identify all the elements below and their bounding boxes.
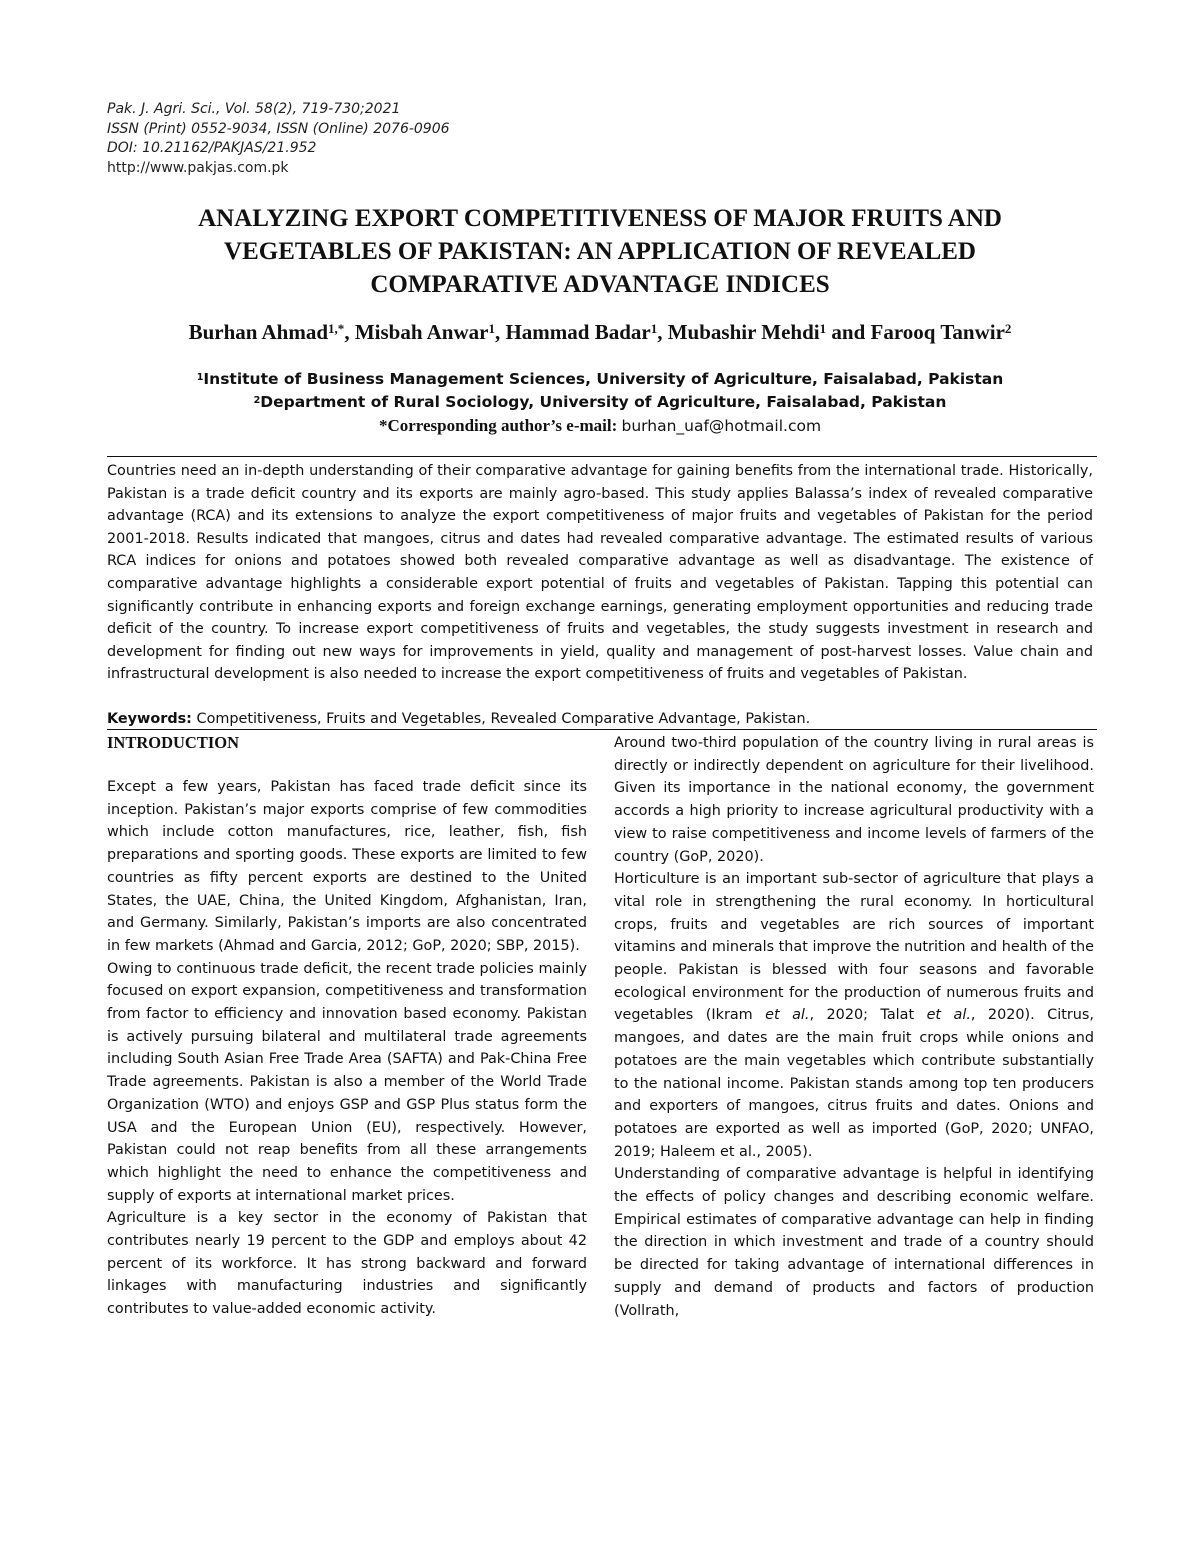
affiliation-superscript: 1 xyxy=(196,371,204,383)
title-line-1: ANALYZING EXPORT COMPETITIVENESS OF MAJOR FRUITS AND xyxy=(198,205,1002,232)
abstract-bottom-rule xyxy=(107,729,1097,730)
paragraph-text: , 2020). Citrus, mangoes, and dates are the main fruit crops while onions and potatoes are the main vegetables which contribute substantially to the national income. Pakistan stands among top ten producers and exporters of mangoes, citrus fruits and dates. Onions and potatoes are exported as well as imported (GoP, 2020; UNFAO, 2019; Haleem et al., 2005). xyxy=(614,1007,1094,1160)
doi-line: DOI: 10.21162/PAKJAS/21.952 xyxy=(107,140,317,156)
citation-et-al: et al. xyxy=(765,1007,810,1024)
author-separator: , xyxy=(344,320,355,344)
author-superscript: 1,* xyxy=(328,321,345,337)
journal-citation: Pak. J. Agri. Sci., Vol. 58(2), 719-730;2021 xyxy=(107,101,401,117)
right-column xyxy=(614,732,1094,1322)
corresponding-label: *Corresponding author’s e-mail: xyxy=(378,416,622,435)
journal-url-link[interactable]: http://www.pakjas.com.pk xyxy=(107,159,289,176)
citation-et-al: et al. xyxy=(926,1007,971,1024)
keywords-line xyxy=(107,708,1093,730)
affiliations xyxy=(100,368,1100,438)
body-paragraph: Around two-third population of the country living in rural areas is directly or indirectly dependent on agriculture for their livelihood. Given its importance in the national economy, the government accords a high priority to increase agricultural productivity with a view to raise competitiveness and income levels of farmers of the country (GoP, 2020). xyxy=(614,735,1094,865)
affiliation-text: Department of Rural Sociology, University of Agriculture, Faisalabad, Pakistan xyxy=(260,393,947,411)
body-paragraph: Except a few years, Pakistan has faced trade deficit since its inception. Pakistan’s major exports comprise of few commodities which include cotton manufactures, rice, leather, fish, fish preparations and sporting goods. These exports are limited to few countries as fifty percent exports are destined to the United States, the UAE, China, the United Kingdom, Afghanistan, Iran, and Germany. Similarly, Pakistan’s imports are also concentrated in few markets (Ahmad and Garcia, 2012; GoP, 2020; SBP, 2015). xyxy=(107,779,587,954)
issn-line: ISSN (Print) 0552-9034, ISSN (Online) 2076-0906 xyxy=(107,120,450,137)
paragraph-text: , 2020; Talat xyxy=(809,1007,927,1024)
section-heading-introduction: INTRODUCTION xyxy=(107,733,240,752)
abstract-top-rule xyxy=(107,456,1097,457)
author-separator: and xyxy=(826,320,871,344)
paper-title xyxy=(100,202,1100,301)
author-name: Mubashir Mehdi xyxy=(667,320,820,344)
left-column xyxy=(107,732,587,1321)
author-name: Misbah Anwar xyxy=(354,320,489,344)
author-separator: , xyxy=(657,320,668,344)
corresponding-author xyxy=(100,414,1100,438)
author-superscript: 1 xyxy=(819,321,827,337)
author-name: Hammad Badar xyxy=(505,320,651,344)
author-name: Farooq Tanwir xyxy=(870,320,1005,344)
author-superscript: 1 xyxy=(650,321,658,337)
author-list xyxy=(100,318,1100,346)
abstract-text: Countries need an in-depth understanding of their comparative advantage for gaining benefits from the international trade. Historically, Pakistan is a trade deficit country and its exports are mainly agro-based. This study applies Balassa’s index of revealed comparative advantage (RCA) and its extensions to analyze the export competitiveness of major fruits and vegetables of Pakistan for the period 2001-2018. Results indicated that mangoes, citrus and dates had revealed comparative advantage. The estimated results of various RCA indices for onions and potatoes showed both revealed comparative advantage as well as disadvantage. The existence of comparative advantage highlights a considerable export potential of fruits and vegetables of Pakistan. Tapping this potential can significantly contribute in enhancing exports and foreign exchange earnings, generating employment opportunities and reducing trade deficit of the country. To increase export competitiveness of fruits and vegetables, the study suggests investment in research and development for finding out new ways for improvements in yield, quality and management of post-harvest losses. Value chain and infrastructural development is also needed to increase the export competitiveness of fruits and vegetables of Pakistan. xyxy=(107,463,1093,683)
author-superscript: 1 xyxy=(488,321,495,337)
body-paragraph: Agriculture is a key sector in the economy of Pakistan that contributes nearly 19 percent to the GDP and employs about 42 percent of its workforce. It has strong backward and forward linkages with manufacturing industries and significantly contributes to value-added economic activity. xyxy=(107,1210,587,1318)
title-line-2: VEGETABLES OF PAKISTAN: AN APPLICATION OF REVEALED xyxy=(224,238,976,265)
author-separator: , xyxy=(494,320,506,344)
author-superscript: 2 xyxy=(1004,321,1012,337)
body-paragraph xyxy=(614,868,1094,1163)
paragraph-text: Horticulture is an important sub-sector of agriculture that plays a vital role in strengthening the rural economy. In horticultural crops, fruits and vegetables are rich sources of important vitamins and minerals that improve the nutrition and health of the people. Pakistan is blessed with four seasons and favorable ecological environment for the production of numerous fruits and vegetables (Ikram xyxy=(614,871,1094,1024)
affiliation-superscript: 2 xyxy=(253,394,261,406)
keywords-label: Keywords: xyxy=(107,711,192,727)
affiliation-1 xyxy=(100,368,1100,391)
body-paragraph: Understanding of comparative advantage is helpful in identifying the effects of policy changes and describing economic welfare. Empirical estimates of comparative advantage can help in finding the direction in which investment and trade of a country should be directed for taking advantage of international differences in supply and demand of products and factors of production (Vollrath, xyxy=(614,1166,1094,1319)
journal-header xyxy=(107,100,450,178)
corresponding-email-link[interactable]: burhan_uaf@hotmail.com xyxy=(621,417,822,435)
keywords-text: Competitiveness, Fruits and Vegetables, Revealed Comparative Advantage, Pakistan. xyxy=(191,711,811,727)
affiliation-text: Institute of Business Management Sciences, University of Agriculture, Faisalabad, Pakistan xyxy=(203,370,1004,388)
body-paragraph: Owing to continuous trade deficit, the recent trade policies mainly focused on export expansion, competitiveness and transformation from factor to efficiency and innovation based economy. Pakistan is actively pursuing bilateral and multilateral trade agreements including South Asian Free Trade Area (SAFTA) and Pak-China Free Trade agreements. Pakistan is also a member of the World Trade Organization (WTO) and enjoys GSP and GSP Plus status form the USA and the European Union (EU), respectively. However, Pakistan could not reap benefits from all these arrangements which highlight the need to enhance the competitiveness and supply of exports at international market prices. xyxy=(107,960,587,1204)
affiliation-2 xyxy=(100,391,1100,414)
title-line-3: COMPARATIVE ADVANTAGE INDICES xyxy=(370,271,830,298)
author-name: Burhan Ahmad xyxy=(188,320,329,344)
